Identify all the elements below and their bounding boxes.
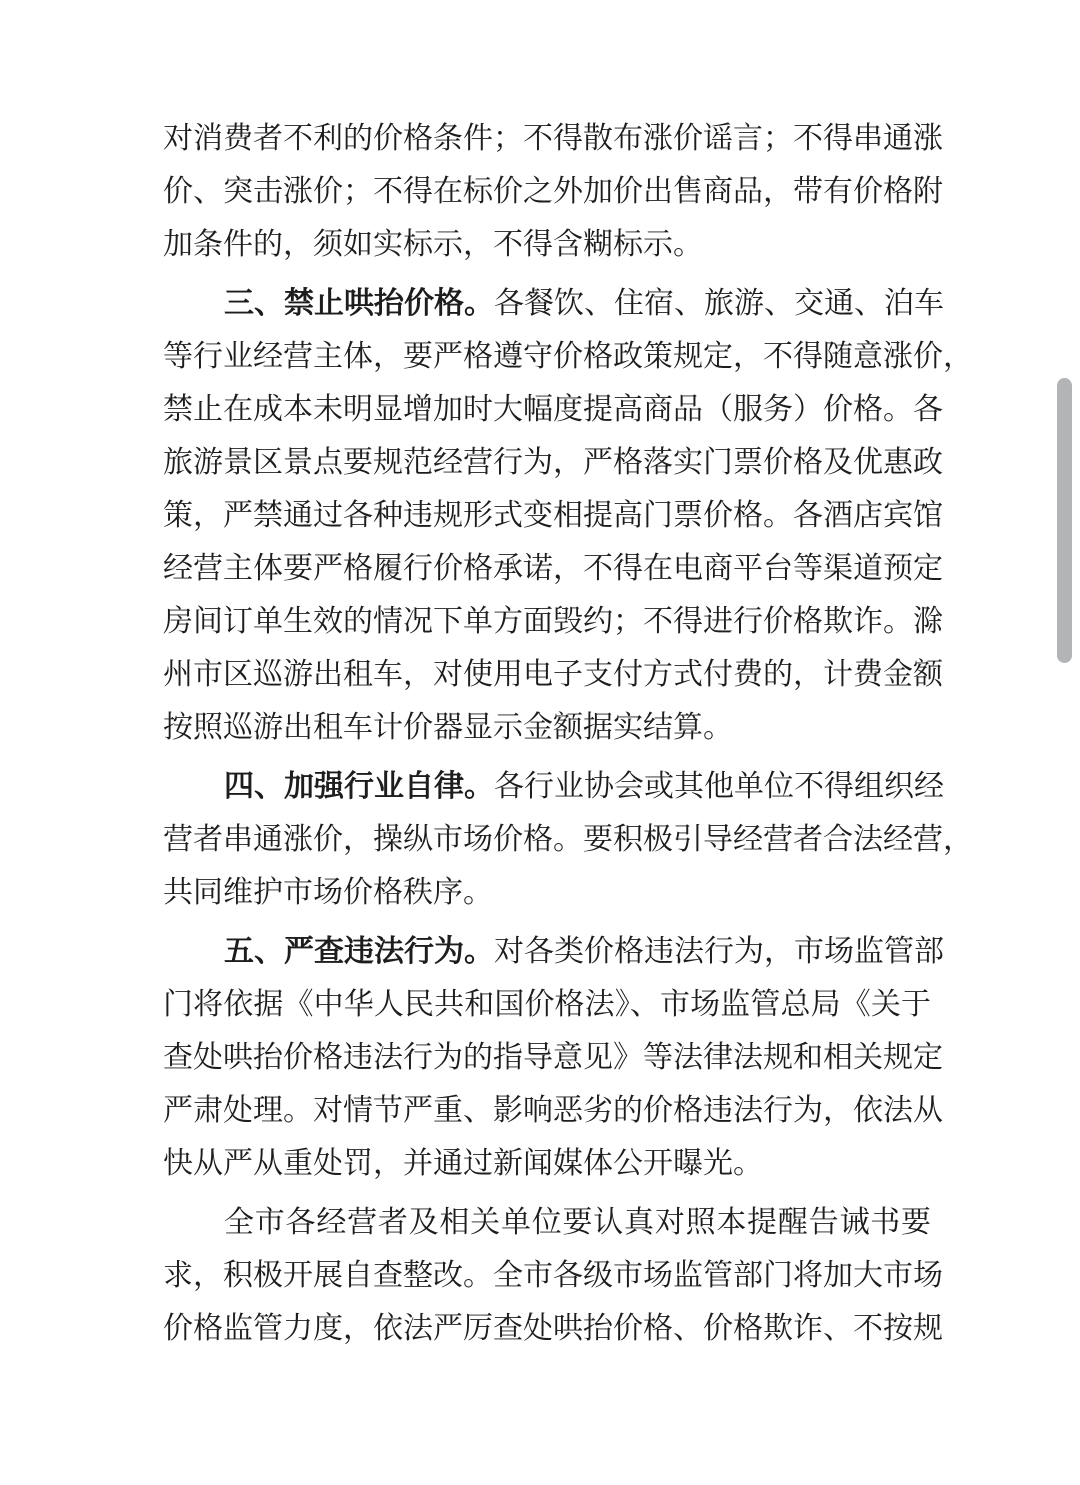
section-5-text: 对各类价格违法行为，市场监管部	[494, 935, 944, 968]
text-line	[163, 925, 944, 978]
text-line: 策，严禁通过各种违规形式变相提高门票价格。各酒店宾馆	[163, 499, 943, 532]
paragraph-continued	[163, 112, 943, 271]
section-5-heading: 五、严查违法行为。	[224, 935, 494, 968]
text-line: 求，积极开展自查整改。全市各级市场监管部门将加大市场	[163, 1259, 943, 1292]
text-line: 门将依据《中华人民共和国价格法》、市场监管总局《关于	[163, 988, 931, 1021]
text-line: 查处哄抬价格违法行为的指导意见》等法律法规和相关规定	[163, 1041, 943, 1074]
text-line: 严肃处理。对情节严重、影响恶劣的价格违法行为，依法从	[163, 1094, 943, 1127]
text-line: 房间订单生效的情况下单方面毁约；不得进行价格欺诈。滁	[163, 605, 943, 638]
text-line: 等行业经营主体，要严格遵守价格政策规定，不得随意涨价，	[163, 340, 973, 373]
section-3-heading: 三、禁止哄抬价格。	[224, 287, 494, 320]
section-3-text: 各餐饮、住宿、旅游、交通、泊车	[494, 287, 944, 320]
text-line: 共同维护市场价格秩序。	[163, 876, 493, 909]
text-line: 快从严从重处罚，并通过新闻媒体公开曝光。	[163, 1147, 763, 1180]
text-line: 全市各经营者及相关单位要认真对照本提醒告诫书要	[224, 1206, 931, 1239]
text-line: 对消费者不利的价格条件；不得散布涨价谣言；不得串通涨	[163, 122, 943, 155]
text-line	[163, 277, 944, 330]
text-line: 价格监管力度，依法严厉查处哄抬价格、价格欺诈、不按规	[163, 1312, 943, 1345]
text-line: 按照巡游出租车计价器显示金额据实结算。	[163, 711, 733, 744]
paragraph-section-4	[163, 760, 973, 919]
text-line	[163, 760, 944, 813]
section-4-text: 各行业协会或其他单位不得组织经	[494, 770, 944, 803]
text-line: 旅游景区景点要规范经营行为，严格落实门票价格及优惠政	[163, 446, 943, 479]
scrollbar-track[interactable]	[1058, 0, 1080, 1485]
text-line: 价、突击涨价；不得在标价之外加价出售商品，带有价格附	[163, 175, 943, 208]
text-line: 经营主体要严格履行价格承诺，不得在电商平台等渠道预定	[163, 552, 943, 585]
section-4-heading: 四、加强行业自律。	[224, 770, 494, 803]
document-text	[163, 112, 973, 1355]
paragraph-closing	[163, 1196, 943, 1355]
paragraph-section-5	[163, 925, 944, 1190]
paragraph-section-3	[163, 277, 973, 754]
text-line: 禁止在成本未明显增加时大幅度提高商品（服务）价格。各	[163, 393, 943, 426]
text-line: 加条件的，须如实标示，不得含糊标示。	[163, 228, 703, 261]
text-line: 营者串通涨价，操纵市场价格。要积极引导经营者合法经营，	[163, 823, 973, 856]
text-line: 州市区巡游出租车，对使用电子支付方式付费的，计费金额	[163, 658, 943, 691]
scrollbar-thumb[interactable]	[1057, 378, 1072, 663]
